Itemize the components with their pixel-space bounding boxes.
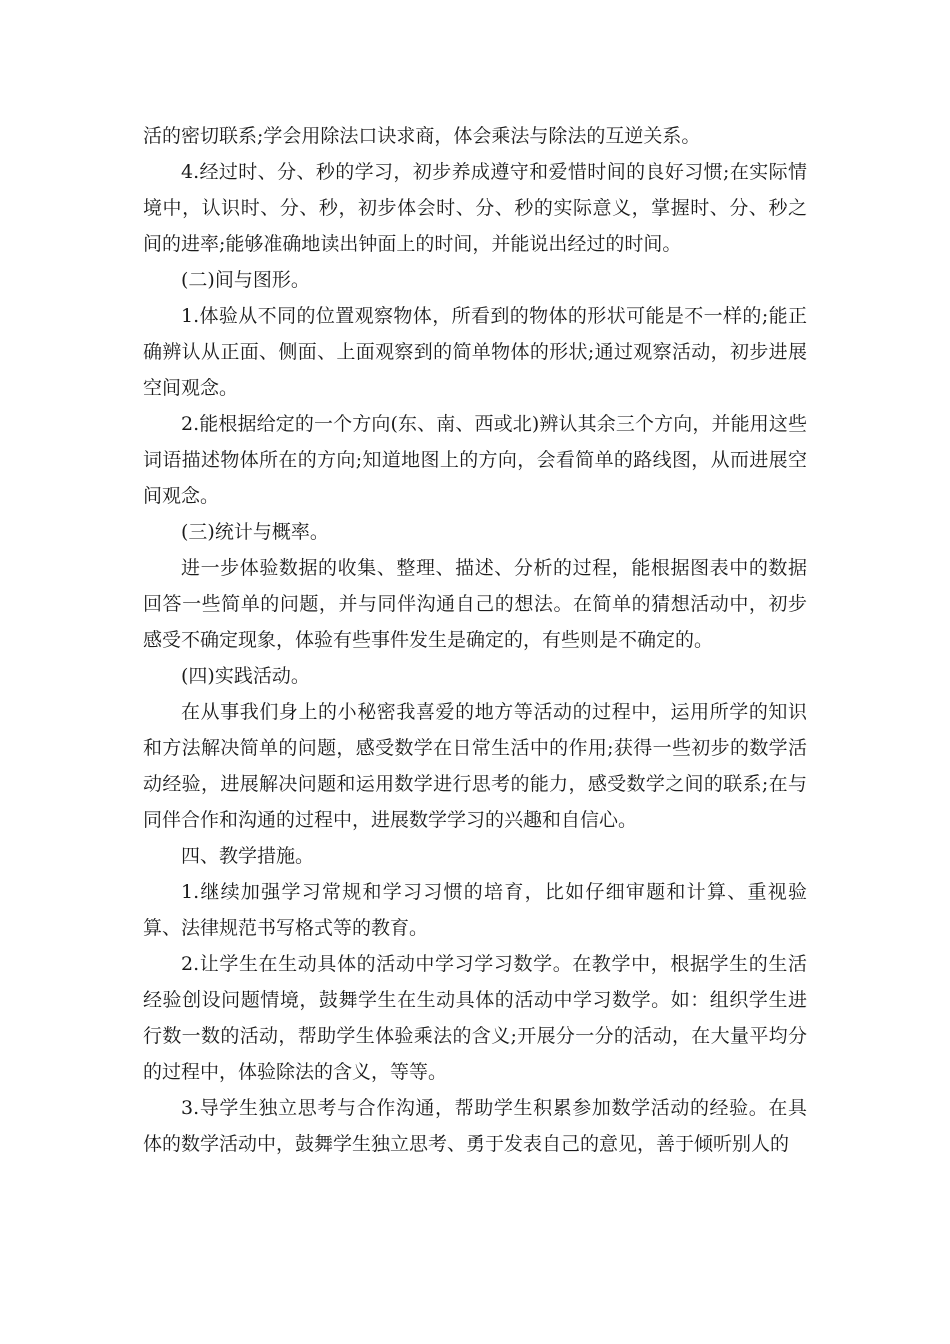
paragraph-5: 进一步体验数据的收集、整理、描述、分析的过程，能根据图表中的数据回答一些简单的问题，并与同伴沟通自己的想法。在简单的猜想活动中，初步感受不确定现象，体验有些事件发生是确定的，有些则是不确定的。	[143, 557, 807, 651]
section-heading-practice: (四)实践活动。	[181, 665, 310, 687]
document-page	[143, 118, 807, 1162]
paragraph-2: 4.经过时、分、秒的学习，初步养成遵守和爱惜时间的良好习惯;在实际情境中，认识时、分、秒，初步体会时、分、秒的实际意义，掌握时、分、秒之间的进率;能够准确地读出钟面上的时间，并能说出经过的时间。	[143, 161, 807, 255]
paragraph-6: 在从事我们身上的小秘密我喜爱的地方等活动的过程中，运用所学的知识和方法解决简单的问题，感受数学在日常生活中的作用;获得一些初步的数学活动经验，进展解决问题和运用数学进行思考的能力，感受数学之间的联系;在与同伴合作和沟通的过程中，进展数学学习的兴趣和自信心。	[143, 701, 807, 831]
paragraph-8: 2.让学生在生动具体的活动中学习学习数学。在教学中，根据学生的生活经验创设问题情境，鼓舞学生在生动具体的活动中学习数学。如：组织学生进行数一数的活动，帮助学生体验乘法的含义;开展分一分的活动，在大量平均分的过程中，体验除法的含义，等等。	[143, 953, 807, 1083]
section-heading-space-and-shape: (二)间与图形。	[181, 269, 310, 291]
section-heading-statistics: (三)统计与概率。	[181, 521, 329, 543]
paragraph-7: 1.继续加强学习常规和学习习惯的培育，比如仔细审题和计算、重视验算、法律规范书写格式等的教育。	[143, 881, 807, 939]
paragraph-3: 1.体验从不同的位置观察物体，所看到的物体的形状可能是不一样的;能正确辨认从正面、侧面、上面观察到的简单物体的形状;通过观察活动，初步进展空间观念。	[143, 305, 807, 399]
paragraph-1: 活的密切联系;学会用除法口诀求商，体会乘法与除法的互逆关系。	[143, 125, 701, 147]
paragraph-4: 2.能根据给定的一个方向(东、南、西或北)辨认其余三个方向，并能用这些词语描述物体所在的方向;知道地图上的方向，会看简单的路线图，从而进展空间观念。	[143, 413, 807, 507]
section-heading-teaching-measures: 四、教学措施。	[181, 845, 315, 867]
paragraph-9: 3.导学生独立思考与合作沟通，帮助学生积累参加数学活动的经验。在具体的数学活动中，鼓舞学生独立思考、勇于发表自己的意见，善于倾听别人的	[143, 1097, 807, 1155]
